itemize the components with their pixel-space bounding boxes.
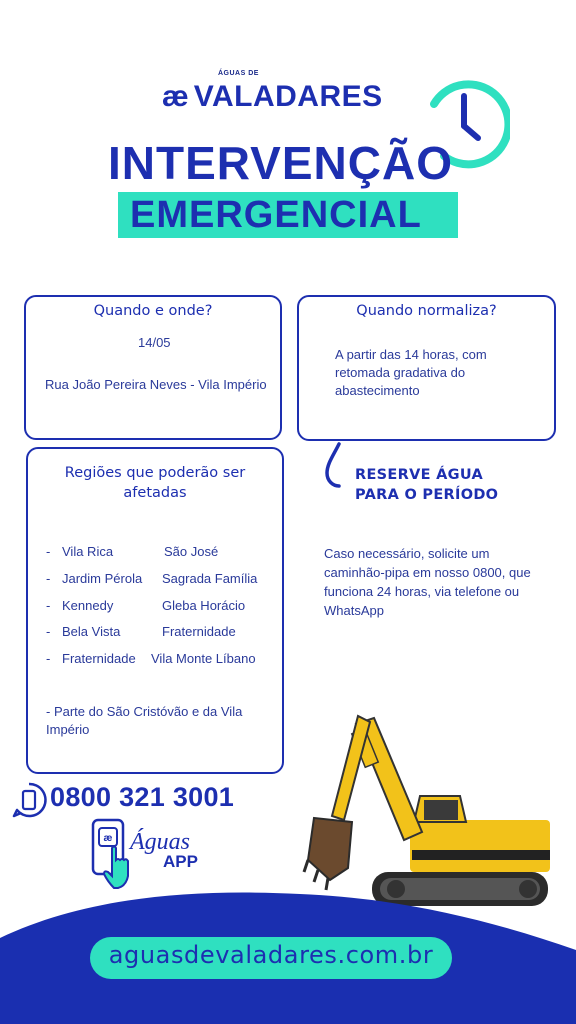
app-label[interactable]: APP (163, 852, 198, 871)
region-dash: - (46, 651, 51, 666)
brand-mark: æ (162, 80, 186, 113)
regions-heading (28, 463, 282, 503)
intervention-date: 14/05 (138, 335, 171, 350)
region-name: Sagrada Família (162, 571, 258, 586)
normalize-heading: Quando normaliza? (356, 303, 497, 319)
reserve-text-line: funciona 24 horas, via telefone ou (324, 584, 520, 599)
phone-icon (10, 781, 48, 819)
when-where-heading: Quando e onde? (93, 303, 213, 319)
when-where-card (24, 295, 282, 440)
region-name: Gleba Horácio (162, 598, 246, 613)
normalize-text (335, 346, 487, 400)
normalize-text-line: A partir das 14 horas, com (335, 347, 487, 362)
region-name: Bela Vista (62, 624, 121, 639)
region-name: Vila Monte Líbano (151, 651, 256, 666)
region-dash: - (46, 598, 51, 613)
region-row (46, 651, 256, 666)
app-name[interactable]: Águas (130, 829, 190, 855)
region-name: Fraternidade (62, 651, 136, 666)
reserve-text (324, 544, 554, 620)
region-name: São José (164, 544, 219, 559)
reserve-text-line: WhatsApp (324, 603, 384, 618)
region-dash: - (46, 571, 51, 586)
brand-prefix: ÁGUAS DE (218, 70, 259, 77)
reserve-heading-line: PARA O PERÍODO (355, 487, 499, 503)
reserve-text-line: caminhão-pipa em nosso 0800, que (324, 565, 531, 580)
region-row (46, 571, 258, 586)
regions-heading-line: afetadas (123, 485, 187, 501)
page-title: INTERVENÇÃO (108, 137, 453, 189)
brand-logo (162, 80, 383, 114)
region-extra-line: Império (46, 722, 90, 737)
normalize-text-line: retomada gradativa do (335, 365, 466, 380)
region-row (46, 624, 236, 639)
water-drop-icon (323, 440, 353, 490)
regions-heading-line: Regiões que poderão ser (64, 465, 246, 481)
regions-card (26, 447, 284, 774)
region-dash: - (46, 544, 51, 559)
region-name: Kennedy (62, 598, 114, 613)
phone-number[interactable]: 0800 321 3001 (50, 782, 235, 812)
region-name: Jardim Pérola (62, 571, 143, 586)
brand-name: VALADARES (193, 80, 383, 113)
region-row (46, 598, 246, 613)
region-name: Vila Rica (62, 544, 114, 559)
normalize-text-line: abastecimento (335, 383, 420, 398)
website-link[interactable]: aguasdevaladares.com.br (108, 941, 434, 969)
page-subtitle: EMERGENCIAL (130, 194, 422, 236)
normalize-card (297, 295, 556, 441)
region-extra (46, 703, 242, 739)
reserve-heading (355, 465, 498, 505)
region-name: Fraternidade (162, 624, 236, 639)
svg-text:æ: æ (103, 833, 113, 844)
intervention-location: Rua João Pereira Neves - Vila Império (45, 377, 267, 392)
reserve-text-line: Caso necessário, solicite um (324, 546, 490, 561)
region-extra-line: - Parte do São Cristóvão e da Vila (46, 704, 243, 719)
reserve-heading-line: RESERVE ÁGUA (355, 467, 484, 483)
region-dash: - (46, 624, 51, 639)
region-row (46, 544, 219, 559)
